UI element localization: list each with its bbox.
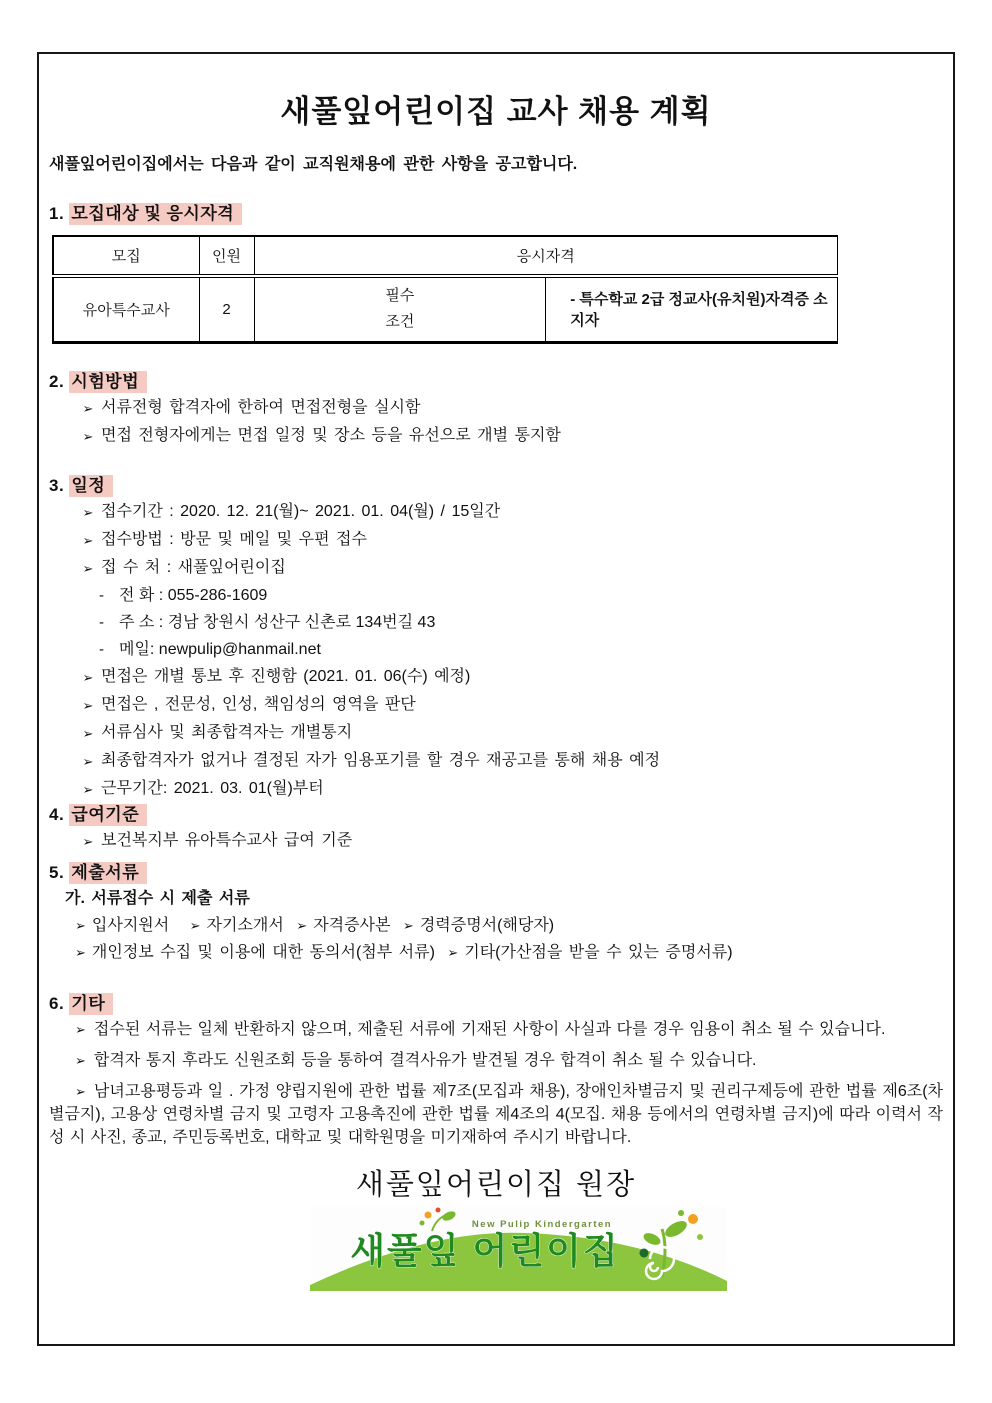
- arrow-bullet-icon: ➢: [82, 697, 94, 713]
- section5-number: 5.: [49, 862, 65, 882]
- section4-title: 급여기준: [69, 804, 147, 826]
- page-title: 새풀잎어린이집 교사 채용 계획: [280, 94, 712, 129]
- list-item: ➢ 접수방법 : 방문 및 메일 및 우편 접수: [49, 526, 943, 554]
- logo-korean-name: 새풀잎 어린이집: [349, 1229, 620, 1271]
- paragraph: ➢ 남녀고용평등과 일 . 가정 양립지원에 관한 법률 제7조(모집과 채용), 장애인차별금지 및 권리구제등에 관한 법률 제6조(차별금지), 고용상 연령차별 금지 및 고령자 고용촉진에 관한 법률 제4조의 4(모집. 채용 등에서의 연령차별 금지)에 따라 이력서 작성 시 사진, 종교, 주민등록번호, 대학교 및 대학원명을 미기재하여 주시기 바랍니다.: [49, 1082, 943, 1146]
- paragraph: ➢ 합격자 통지 후라도 신원조회 등을 통하여 결격사유가 발견될 경우 합격이 취소 될 수 있습니다.: [75, 1051, 757, 1069]
- table-header-count: 인원: [199, 236, 254, 276]
- section3-number: 3.: [49, 475, 65, 495]
- section3-title: 일정: [69, 475, 113, 497]
- document-frame: [37, 52, 955, 1346]
- paragraph: ➢ 접수된 서류는 일체 반환하지 않으며, 제출된 서류에 기재된 사항이 사실과 다를 경우 임용이 취소 될 수 있습니다.: [75, 1020, 886, 1038]
- list-item: ➢ 면접은 , 전문성, 인성, 책임성의 영역을 판단: [49, 691, 943, 719]
- condition-line2: 조건: [385, 313, 415, 331]
- section3-heading: [49, 474, 943, 498]
- list-item: ➢ 근무기간: 2021. 03. 01(월)부터: [49, 775, 943, 803]
- arrow-bullet-icon: ➢: [75, 1021, 86, 1037]
- arrow-bullet-icon: ➢: [82, 725, 94, 741]
- list-item: ➢ 접수기간 : 2020. 12. 21(월)~ 2021. 01. 04(월) / 15일간: [49, 498, 943, 526]
- logo-english-name: New Pulip Kindergarten: [471, 1218, 612, 1230]
- dash-bullet-icon: -: [99, 613, 104, 631]
- arrow-bullet-icon: ➢: [296, 917, 308, 933]
- arrow-bullet-icon: ➢: [82, 833, 94, 849]
- section6-number: 6.: [49, 993, 65, 1013]
- list-item: ➢ 보건복지부 유아특수교사 급여 기준: [49, 827, 943, 855]
- arrow-bullet-icon: ➢: [82, 669, 94, 685]
- section2-number: 2.: [49, 371, 65, 391]
- document-list-row: ➢ 개인정보 수집 및 이용에 대한 동의서(첨부 서류) ➢ 기타(가산점을 받을 수 있는 증명서류): [75, 943, 733, 961]
- logo-graphic: [310, 1207, 727, 1291]
- kindergarten-logo: [310, 1207, 727, 1291]
- list-item: ➢ 서류심사 및 최종합격자는 개별통지: [49, 719, 943, 747]
- list-item: ➢ 면접 전형자에게는 면접 일정 및 장소 등을 유선으로 개별 통지함: [49, 422, 943, 450]
- section5-heading: [49, 861, 943, 885]
- signature-line: 새풀잎어린이집 원장: [355, 1168, 637, 1201]
- arrow-bullet-icon: ➢: [75, 1052, 86, 1068]
- cell-count: 2: [199, 276, 254, 342]
- arrow-bullet-icon: ➢: [82, 400, 94, 416]
- cell-qualification: - 특수학교 2급 정교사(유치원)자격증 소지자: [570, 291, 828, 330]
- section5-subheading: 가. 서류접수 시 제출 서류: [65, 889, 250, 907]
- list-item: ➢ 면접은 개별 통보 후 진행함 (2021. 01. 06(수) 예정): [49, 663, 943, 691]
- arrow-bullet-icon: ➢: [82, 532, 94, 548]
- section4-heading: [49, 803, 943, 827]
- recruit-table: [52, 235, 838, 344]
- logo-container: [49, 1207, 943, 1296]
- list-item: ➢ 서류전형 합격자에 한하여 면접전형을 실시함: [49, 394, 943, 422]
- arrow-bullet-icon: ➢: [82, 504, 94, 520]
- section6-heading: [49, 992, 943, 1016]
- section1-number: 1.: [49, 204, 65, 223]
- table-header-row: [53, 236, 838, 276]
- cell-recruit: 유아특수교사: [53, 276, 199, 342]
- section2-title: 시험방법: [69, 371, 147, 393]
- arrow-bullet-icon: ➢: [82, 560, 94, 576]
- arrow-bullet-icon: ➢: [82, 428, 94, 444]
- section4-number: 4.: [49, 804, 65, 824]
- table-header-recruit: 모집: [53, 236, 199, 276]
- cell-condition: [254, 276, 546, 342]
- sub-list-item: - 메일: newpulip@hanmail.net: [49, 636, 943, 663]
- arrow-bullet-icon: ➢: [189, 917, 201, 933]
- arrow-bullet-icon: ➢: [402, 917, 414, 933]
- table-header-qualification: 응시자격: [254, 236, 838, 276]
- intro-text: 새풀잎어린이집에서는 다음과 같이 교직원채용에 관한 사항을 공고합니다.: [49, 156, 578, 173]
- arrow-bullet-icon: ➢: [75, 917, 86, 933]
- arrow-bullet-icon: ➢: [82, 753, 94, 769]
- table-row: [53, 276, 838, 342]
- arrow-bullet-icon: ➢: [82, 781, 94, 797]
- arrow-bullet-icon: ➢: [75, 944, 86, 960]
- section1-heading: [49, 202, 943, 226]
- section5-title: 제출서류: [69, 862, 147, 884]
- sub-list-item: - 전 화 : 055-286-1609: [49, 582, 943, 609]
- section6-title: 기타: [69, 993, 113, 1015]
- logo-sprig-icon: [419, 1207, 457, 1231]
- dash-bullet-icon: -: [99, 640, 104, 658]
- arrow-bullet-icon: ➢: [75, 1083, 86, 1099]
- dash-bullet-icon: -: [99, 586, 104, 604]
- section1-title: 모집대상 및 응시자격: [69, 203, 242, 225]
- sub-list-item: - 주 소 : 경남 창원시 성산구 신촌로 134번길 43: [49, 609, 943, 636]
- condition-line1: 필수: [385, 287, 415, 305]
- list-item: ➢ 최종합격자가 없거나 결정된 자가 임용포기를 할 경우 재공고를 통해 채용 예정: [49, 747, 943, 775]
- section2-heading: [49, 370, 943, 394]
- document-list-row: ➢ 입사지원서 ➢ 자기소개서 ➢ 자격증사본 ➢ 경력증명서(해당자): [75, 916, 555, 934]
- arrow-bullet-icon: ➢: [447, 944, 459, 960]
- list-item: ➢ 접 수 처 : 새풀잎어린이집: [49, 554, 943, 582]
